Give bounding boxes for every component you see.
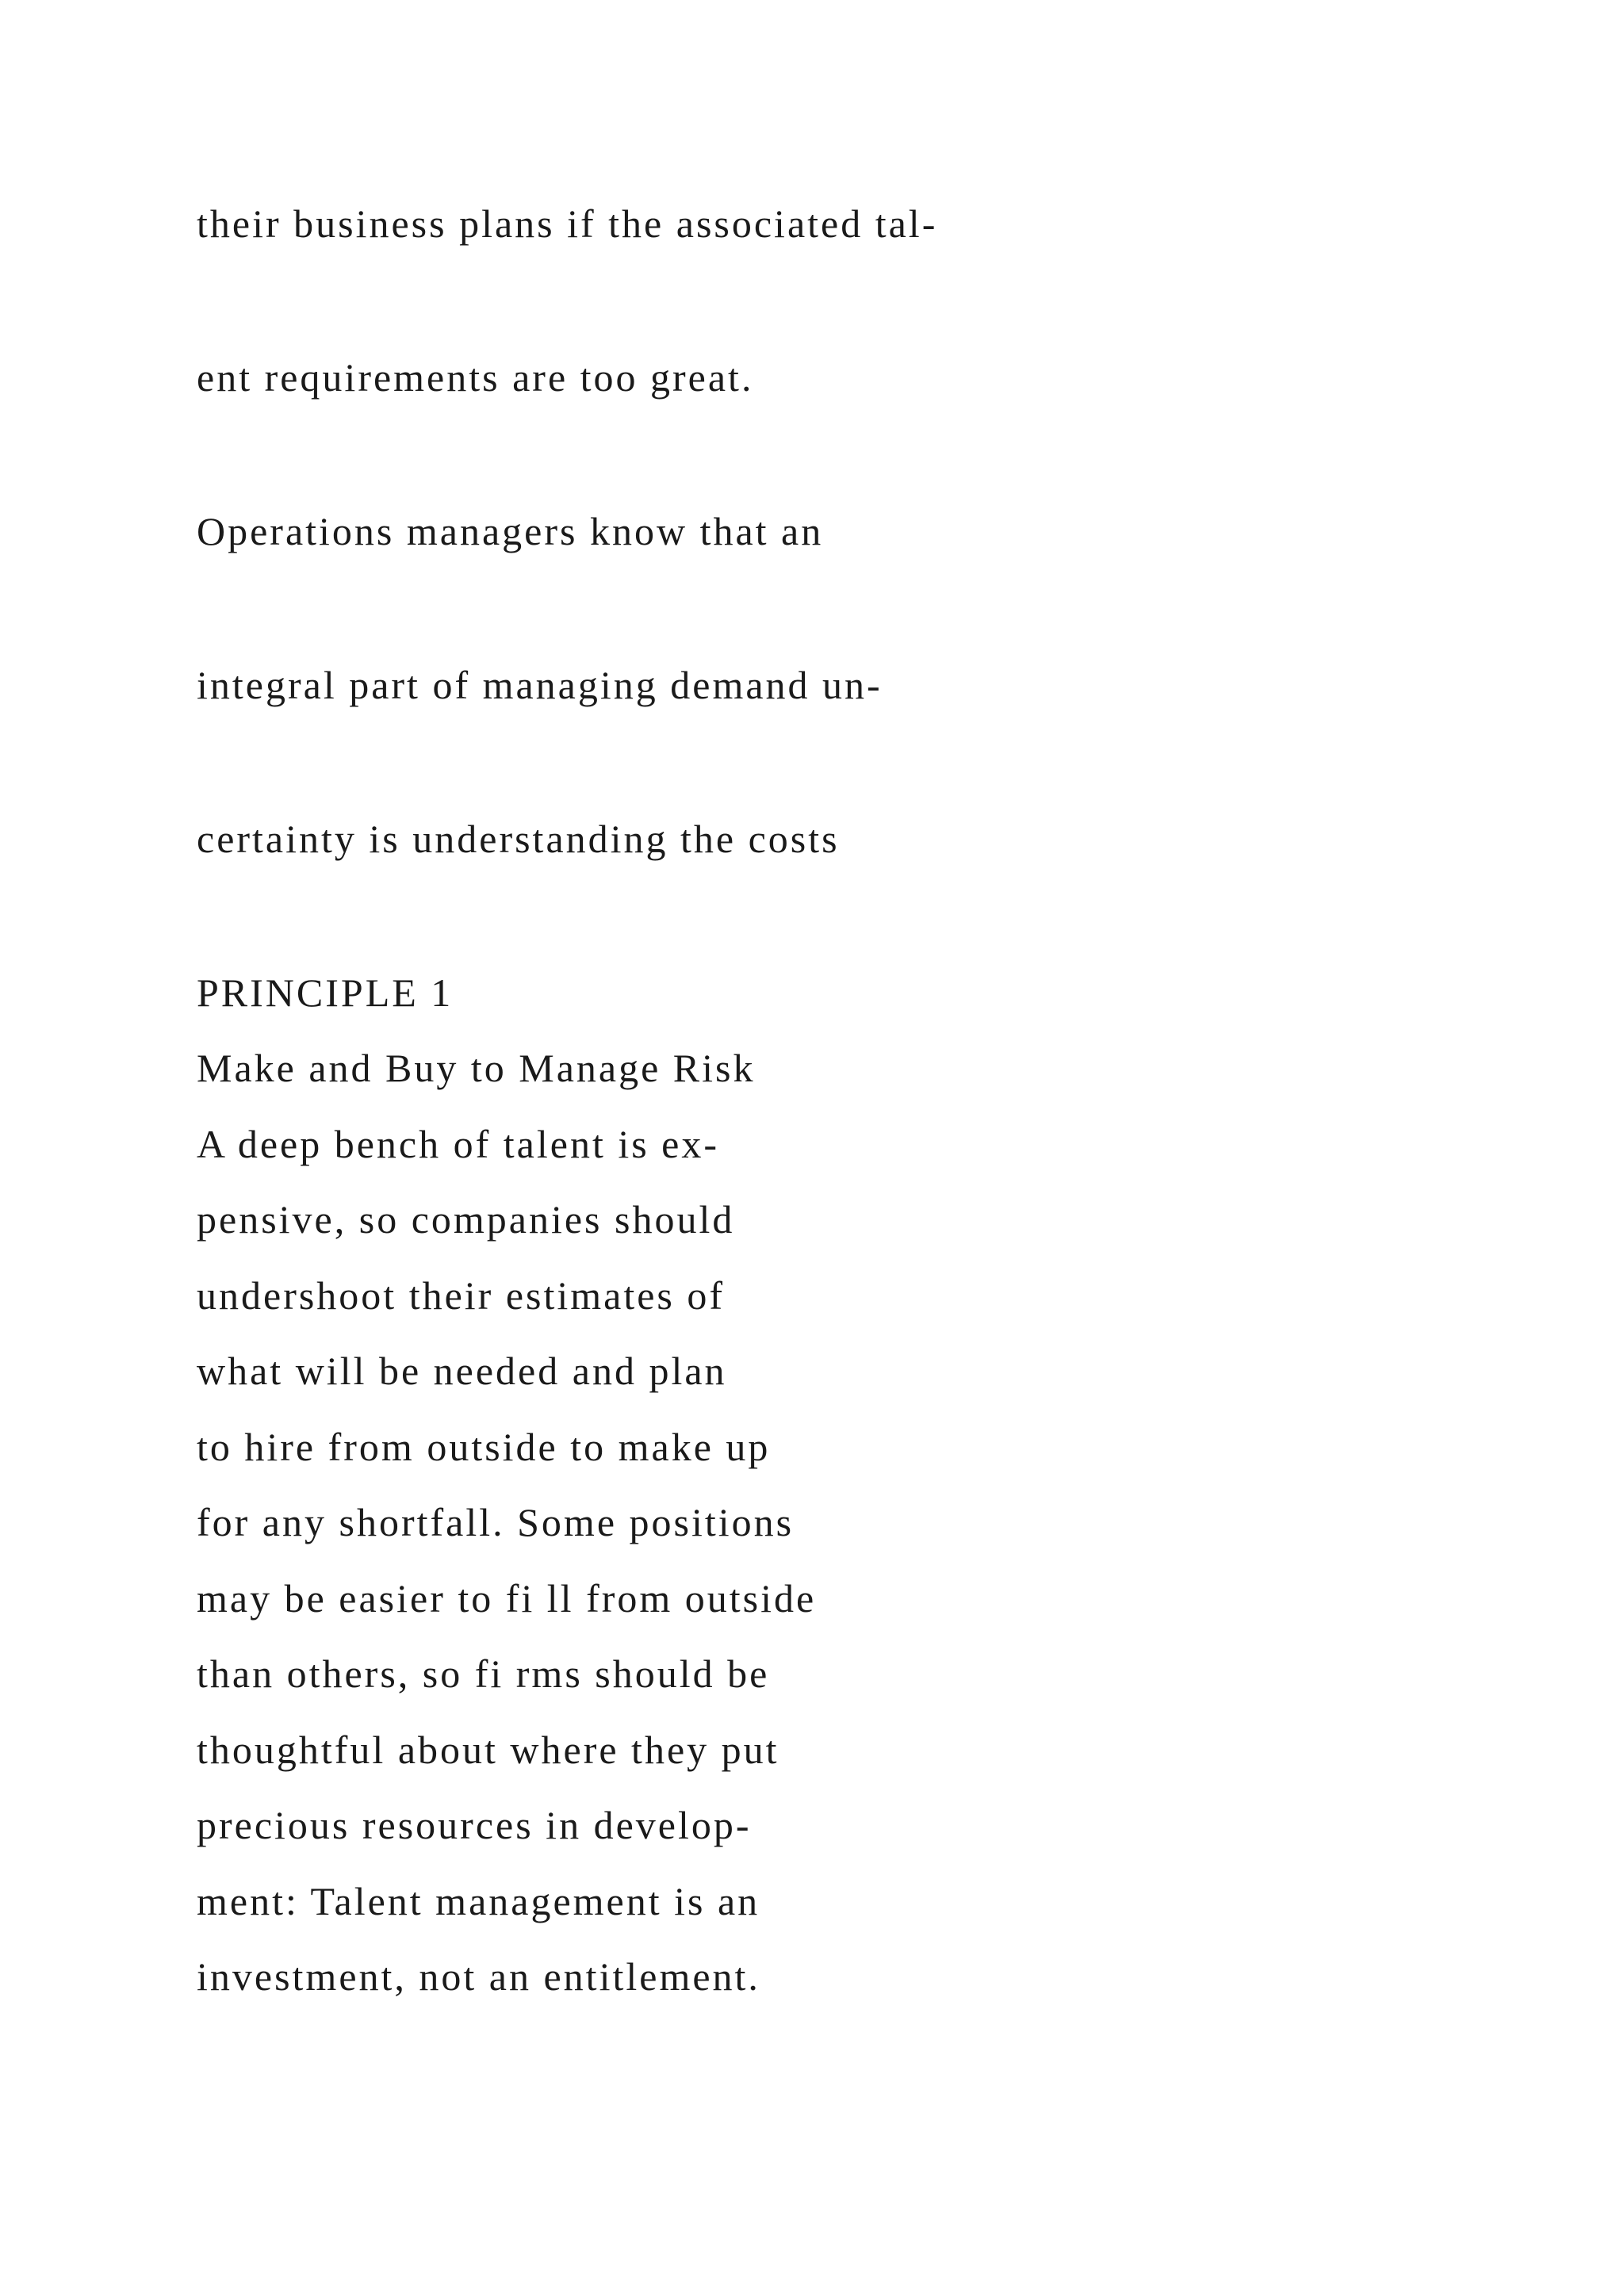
paragraph-line: Operations managers know that an	[197, 509, 824, 553]
paragraph-line: ent requirements are too great.	[197, 355, 754, 400]
principle-title: Make and Buy to Manage Risk	[197, 1046, 756, 1090]
principle-body-line: investment, not an entitlement.	[197, 1954, 760, 1999]
paragraph-line: their business plans if the associated tal-	[197, 201, 938, 246]
principle-body-line: pensive, so companies should	[197, 1197, 735, 1242]
principle-body-line: A deep bench of talent is ex-	[197, 1122, 720, 1166]
principle-body-line: may be easier to fi ll from outside	[197, 1576, 817, 1621]
principle-body-line: for any shortfall. Some positions	[197, 1500, 795, 1544]
principle-body-line: to hire from outside to make up	[197, 1425, 771, 1469]
principle-body-line: than others, so fi rms should be	[197, 1651, 770, 1696]
principle-body-line: what will be needed and plan	[197, 1349, 727, 1393]
principle-body-line: undershoot their estimates of	[197, 1273, 726, 1318]
principle-label: PRINCIPLE 1	[197, 970, 454, 1015]
principle-body-line: ment: Talent management is an	[197, 1879, 760, 1923]
principle-body-line: precious resources in develop-	[197, 1803, 752, 1847]
principle-body-line: thoughtful about where they put	[197, 1728, 779, 1772]
paragraph-line: certainty is understanding the costs	[197, 817, 840, 861]
paragraph-line: integral part of managing demand un-	[197, 663, 883, 707]
